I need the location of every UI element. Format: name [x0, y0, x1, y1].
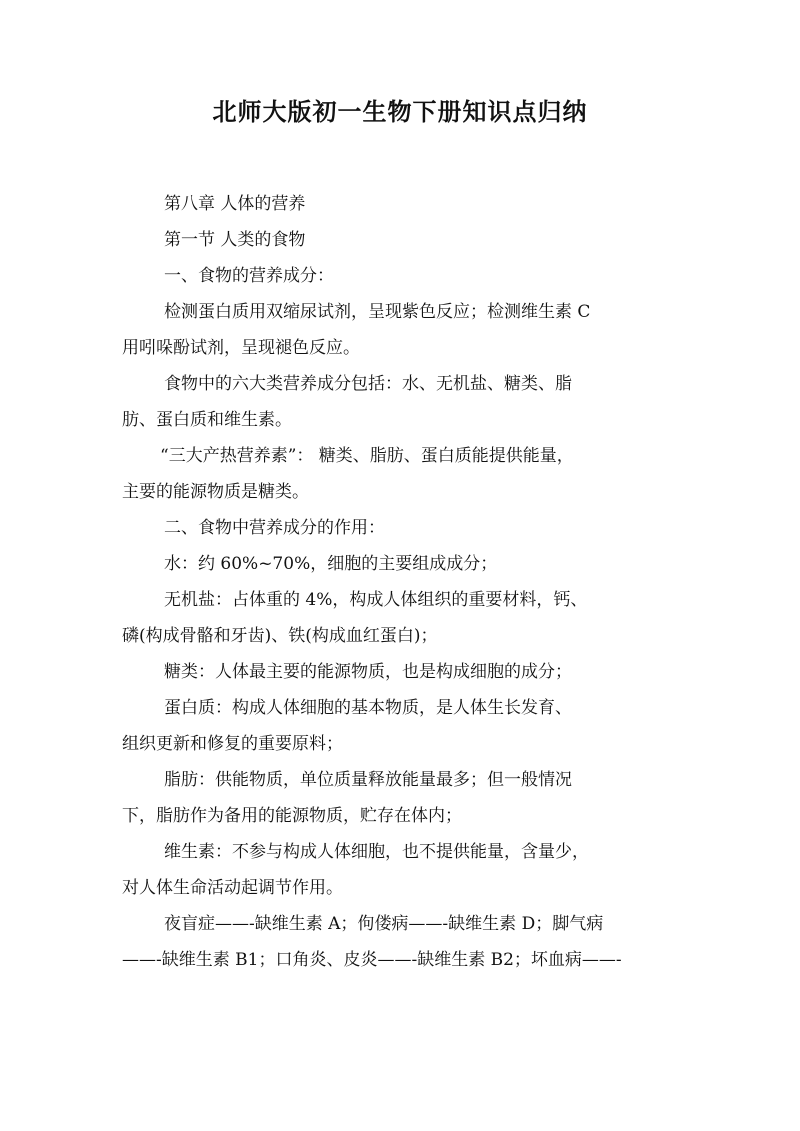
section-heading: 第一节 人类的食物: [164, 230, 306, 250]
paragraph-line: 食物中的六大类营养成分包括：水、无机盐、糖类、脂: [164, 374, 572, 394]
paragraph-line: 夜盲症——-缺维生素 A；佝偻病——-缺维生素 D；脚气病: [164, 914, 604, 934]
paragraph-line: 主要的能源物质是糖类。: [122, 482, 309, 502]
paragraph-line: 脂肪：供能物质，单位质量释放能量最多；但一般情况: [164, 770, 572, 790]
paragraph-line: 糖类：人体最主要的能源物质，也是构成细胞的成分；: [164, 662, 572, 682]
paragraph-line: 组织更新和修复的重要原料；: [122, 734, 343, 754]
paragraph-line: 水：约 60%~70%，细胞的主要组成成分；: [164, 554, 498, 574]
paragraph-line: “三大产热营养素”： 糖类、脂肪、蛋白质能提供能量，: [160, 446, 574, 466]
paragraph-line: 对人体生命活动起调节作用。: [122, 878, 343, 898]
paragraph-line: 用吲哚酚试剂，呈现褪色反应。: [122, 338, 360, 358]
document-body: [122, 186, 682, 978]
paragraph-line: ——-缺维生素 B1；口角炎、皮炎——-缺维生素 B2；坏血病——-: [122, 950, 622, 970]
paragraph-line: 蛋白质：构成人体细胞的基本物质，是人体生长发育、: [164, 698, 572, 718]
paragraph-line: 无机盐：占体重的 4%，构成人体组织的重要材料，钙、: [164, 590, 588, 610]
paragraph-line: 磷(构成骨骼和牙齿)、铁(构成血红蛋白)；: [122, 626, 438, 646]
document-title: 北师大版初一生物下册知识点归纳: [212, 98, 588, 126]
paragraph-line: 肪、蛋白质和维生素。: [122, 410, 292, 430]
chapter-heading: 第八章 人体的营养: [164, 194, 306, 214]
paragraph-line: 维生素：不参与构成人体细胞，也不提供能量，含量少，: [164, 842, 589, 862]
paragraph-line: 检测蛋白质用双缩尿试剂，呈现紫色反应；检测维生素 C: [164, 302, 591, 322]
subsection-heading-nutrients: 一、食物的营养成分：: [164, 266, 334, 286]
subsection-heading-functions: 二、食物中营养成分的作用：: [164, 518, 385, 538]
paragraph-line: 下，脂肪作为备用的能源物质，贮存在体内；: [122, 806, 462, 826]
